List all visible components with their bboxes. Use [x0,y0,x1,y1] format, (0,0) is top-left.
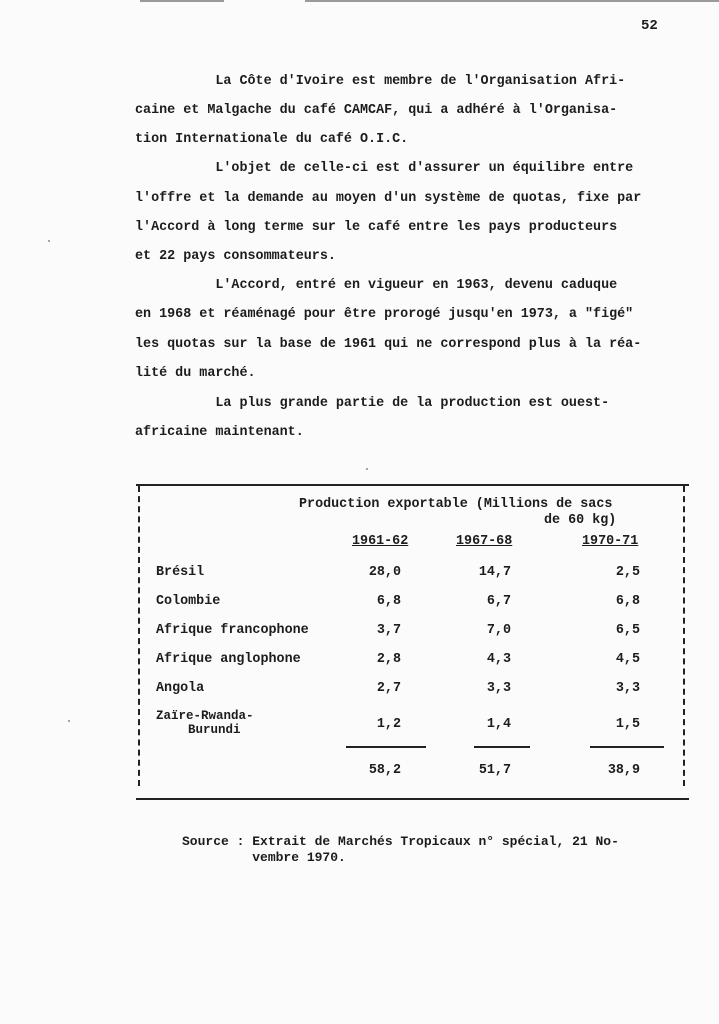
table-right-border [683,486,685,786]
table-cell: 1,2 [376,717,401,732]
table-cell: 14,7 [478,565,511,580]
column-header: 1970-71 [582,534,639,549]
scan-edge-line [305,0,719,2]
table-cell: 28,0 [368,565,401,580]
sum-rule [590,746,664,748]
sum-rule [474,746,530,748]
paragraph-line: L'Accord, entré en vigueur en 1963, devenu caduque [135,278,618,293]
paragraph-line: en 1968 et réaménagé pour être prorogé jusqu'en 1973, a "figé" [135,307,634,322]
paragraph-line: La plus grande partie de la production est ouest- [135,396,610,411]
paragraph-line: l'Accord à long terme sur le café entre les pays producteurs [135,220,618,235]
table-cell: 6,7 [486,594,511,609]
production-table [136,484,689,800]
table-left-border [138,486,140,786]
row-label: Colombie [156,594,221,609]
table-cell: 3,3 [486,681,511,696]
column-header: 1967-68 [456,534,513,549]
paragraph-line: caine et Malgache du café CAMCAF, qui a adhéré à l'Organisa- [135,103,618,118]
row-label: Afrique anglophone [156,652,301,667]
table-title-unit: de 60 kg) [544,513,617,528]
table-cell: 3,7 [376,623,401,638]
table-cell: 6,8 [376,594,401,609]
scan-speck [68,720,70,722]
scan-edge-line [140,0,224,2]
table-cell: 1,5 [615,717,640,732]
paragraph-line: les quotas sur la base de 1961 qui ne correspond plus à la réa- [135,337,642,352]
source-line: Source : Extrait de Marchés Tropicaux n° spécial, 21 No- [182,834,619,849]
source-note [182,834,619,866]
row-label: Angola [156,681,205,696]
table-cell: 6,8 [615,594,640,609]
page-number: 52 [641,18,658,34]
table-cell: 7,0 [486,623,511,638]
paragraph-line: l'offre et la demande au moyen d'un système de quotas, fixe par [135,191,642,206]
paragraph-line: La Côte d'Ivoire est membre de l'Organisation Afri- [135,74,626,89]
table-cell: 2,7 [376,681,401,696]
paragraph-line: lité du marché. [135,366,256,381]
scan-speck [366,468,368,470]
row-label-continued: Burundi [188,723,241,737]
source-line: vembre 1970. [182,850,346,865]
total-cell: 51,7 [478,763,511,778]
table-cell: 2,8 [376,652,401,667]
table-cell: 2,5 [615,565,640,580]
sum-rule [346,746,426,748]
table-cell: 6,5 [615,623,640,638]
column-header: 1961-62 [352,534,409,549]
total-cell: 58,2 [368,763,401,778]
row-label: Brésil [156,565,205,580]
table-bottom-border [136,798,689,800]
table-cell: 4,5 [615,652,640,667]
table-title: Production exportable (Millions de sacs [299,497,613,512]
paragraph-line: africaine maintenant. [135,425,304,440]
paragraph-line: L'objet de celle-ci est d'assurer un équilibre entre [135,161,634,176]
table-cell: 4,3 [486,652,511,667]
table-cell: 1,4 [486,717,511,732]
row-label: Afrique francophone [156,623,309,638]
paragraph-line: et 22 pays consommateurs. [135,249,336,264]
table-cell: 3,3 [615,681,640,696]
paragraph-line: tion Internationale du café O.I.C. [135,132,409,147]
table-top-border [136,484,689,486]
total-cell: 38,9 [607,763,640,778]
row-label: Zaïre-Rwanda- [156,709,254,723]
scan-speck [48,240,50,242]
